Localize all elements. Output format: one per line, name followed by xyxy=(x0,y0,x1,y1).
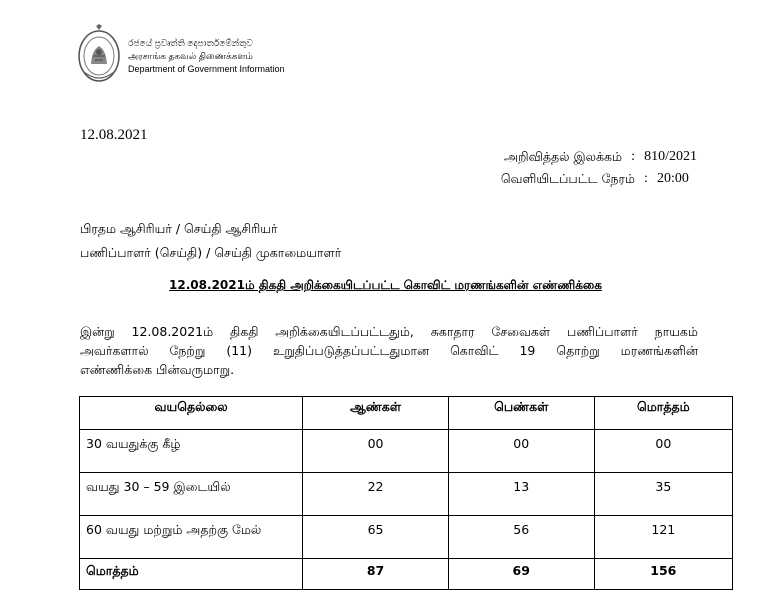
recipient-line: பணிப்பாளர் (செய்தி) / செய்தி முகாமையாளர் xyxy=(80,245,342,260)
male-cell: 65 xyxy=(303,516,449,559)
table-row xyxy=(80,473,733,516)
notice-time-value: 20:00 xyxy=(657,171,689,186)
table-row xyxy=(80,430,733,473)
notice-time-label: வெளியிடப்பட்ட நேரம் xyxy=(500,171,635,186)
table-row xyxy=(80,516,733,559)
female-cell: 13 xyxy=(448,473,594,516)
paragraph-line: எண்ணிக்கை பின்வருமாறு. xyxy=(80,362,235,377)
header-male: ஆண்கள் xyxy=(303,397,449,430)
logo-sinhala-name: රජයේ ප්‍රවෘත්ති දෙපාර්තමේන්තුව xyxy=(128,38,253,48)
logo-tamil-name: அரசாங்க தகவல் திணைக்களம் xyxy=(128,51,253,61)
colon-separator: : xyxy=(644,171,648,186)
document-title: 12.08.2021ம் திகதி அறிக்கையிடப்பட்ட கொவிட் மரணங்களின் எண்ணிக்கை xyxy=(169,278,602,292)
recipient-line: பிரதம ஆசிரியர் / செய்தி ஆசிரியர் xyxy=(80,221,278,236)
recipients xyxy=(80,217,341,265)
notice-number-row xyxy=(501,146,697,168)
sri-lanka-emblem-icon xyxy=(76,24,122,84)
grand-total-cell: 156 xyxy=(594,559,732,590)
total-cell: 121 xyxy=(594,516,732,559)
colon-separator: : xyxy=(631,149,636,164)
notice-number-value: 810/2021 xyxy=(644,149,697,164)
total-cell: 00 xyxy=(594,430,732,473)
male-total-cell: 87 xyxy=(303,559,449,590)
notice-time-row xyxy=(501,168,697,190)
table-total-row xyxy=(80,559,733,590)
female-total-cell: 69 xyxy=(448,559,594,590)
total-label-cell: மொத்தம் xyxy=(80,559,303,590)
notice-number-label: அறிவித்தல் இலக்கம் xyxy=(504,149,623,164)
notice-info xyxy=(501,146,697,190)
male-cell: 00 xyxy=(303,430,449,473)
female-cell: 00 xyxy=(448,430,594,473)
female-cell: 56 xyxy=(448,516,594,559)
paragraph-line: இன்று 12.08.2021ம் திகதி அறிக்கையிடப்பட்டதும், சுகாதார சேவைகள் பணிப்பாளர் நாயகம் xyxy=(80,324,698,339)
table-header-row xyxy=(80,397,733,430)
paragraph-line: அவர்களால் நேற்று (11) உறுதிப்படுத்தப்பட்டதுமான கொவிட் 19 தொற்று மரணங்களின் xyxy=(80,343,698,358)
header-age-group: வயதெல்லை xyxy=(80,397,303,430)
header-female: பெண்கள் xyxy=(448,397,594,430)
header-total: மொத்தம் xyxy=(594,397,732,430)
age-group-cell: 60 வயது மற்றும் அதற்கு மேல் xyxy=(80,516,303,559)
age-group-cell: வயது 30 – 59 இடையில் xyxy=(80,473,303,516)
male-cell: 22 xyxy=(303,473,449,516)
logo-english-name: Department of Government Information xyxy=(128,64,285,74)
department-logo xyxy=(76,24,316,86)
death-stats-table xyxy=(79,396,733,590)
body-paragraph xyxy=(80,322,698,379)
age-group-cell: 30 வயதுக்கு கீழ் xyxy=(80,430,303,473)
total-cell: 35 xyxy=(594,473,732,516)
document-date: 12.08.2021 xyxy=(80,127,148,143)
